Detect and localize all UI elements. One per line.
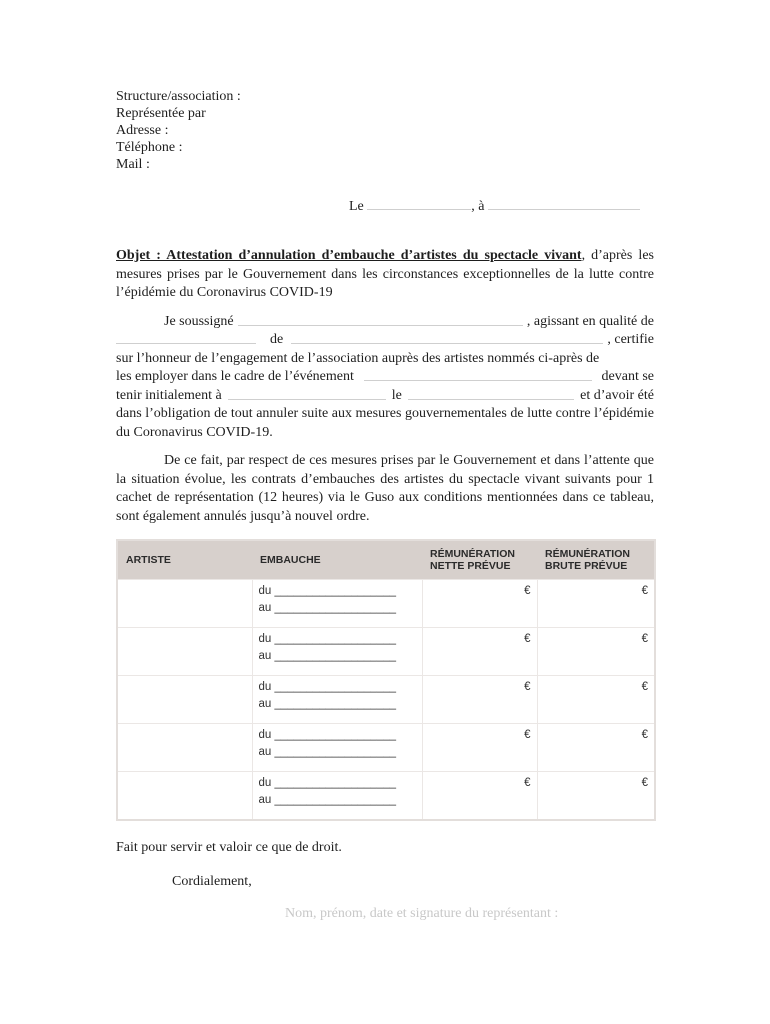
- gross-pay-cell[interactable]: €: [537, 676, 655, 724]
- phone-label: Téléphone :: [116, 140, 183, 155]
- undersigned-label: Je soussigné: [164, 313, 234, 329]
- from-date: du ___________________: [258, 633, 397, 645]
- to-date: au ___________________: [258, 650, 397, 662]
- artists-table: [116, 539, 656, 821]
- location-field[interactable]: [228, 387, 386, 400]
- date-field[interactable]: [367, 197, 471, 210]
- closing-sentence: Fait pour servir et valoir ce que de droit.: [116, 840, 342, 855]
- artist-cell[interactable]: [117, 628, 252, 676]
- document-page: [116, 88, 654, 923]
- event-label: les employer dans le cadre de l’événement: [116, 369, 354, 384]
- acting-as-label: , agissant en qualité de: [526, 313, 654, 329]
- hiring-cell[interactable]: [252, 772, 422, 821]
- on-date-label: le: [391, 387, 402, 403]
- net-pay-cell[interactable]: €: [422, 580, 537, 628]
- hiring-cell[interactable]: [252, 580, 422, 628]
- signature-prompt[interactable]: Nom, prénom, date et signature du représentant :: [285, 906, 559, 921]
- certify-label: , certifie: [607, 332, 654, 347]
- to-date: au ___________________: [258, 602, 397, 614]
- header-artist: ARTISTE: [117, 540, 252, 580]
- artist-cell[interactable]: [117, 772, 252, 821]
- of-label: de: [270, 332, 284, 347]
- table-row: [117, 676, 655, 724]
- table-row: [117, 580, 655, 628]
- table-row: [117, 772, 655, 821]
- quality-field[interactable]: [116, 331, 256, 344]
- to-date: au ___________________: [258, 698, 397, 710]
- object-title: Objet : Attestation d’annulation d’embauche d’artistes du spectacle vivant: [116, 248, 582, 263]
- to-date: au ___________________: [258, 746, 397, 758]
- event-field[interactable]: [364, 368, 592, 381]
- hiring-cell[interactable]: [252, 628, 422, 676]
- net-pay-cell[interactable]: €: [422, 628, 537, 676]
- net-pay-cell[interactable]: €: [422, 772, 537, 821]
- place-field[interactable]: [488, 197, 640, 210]
- from-date: du ___________________: [258, 729, 397, 741]
- hiring-cell[interactable]: [252, 676, 422, 724]
- from-date: du ___________________: [258, 585, 397, 597]
- table-row: [117, 628, 655, 676]
- from-date: du ___________________: [258, 777, 397, 789]
- location-label: tenir initialement à: [116, 387, 222, 403]
- artist-cell[interactable]: [117, 676, 252, 724]
- declaration-line-6: dans l’obligation de tout annuler suite aux mesures gouvernementales de lutte contre l’épidémie du Coronavirus COVID-19.: [116, 406, 654, 440]
- contracts-paragraph: De ce fait, par respect de ces mesures prises par le Gouvernement et dans l’attente que la situation évolue, les contrats d’embauches des artistes du spectacle vivant suivants pour 1 cachet de représentation (12 heures) via le Guso aux conditions mentionnées dans ce tableau, sont également annulés jusqu’à nouvel ordre.: [116, 453, 654, 524]
- table-header-row: [117, 540, 655, 580]
- to-date: au ___________________: [258, 794, 397, 806]
- net-pay-cell[interactable]: €: [422, 724, 537, 772]
- name-field[interactable]: [238, 313, 523, 326]
- artist-cell[interactable]: [117, 724, 252, 772]
- organization-field[interactable]: [291, 331, 603, 344]
- artist-cell[interactable]: [117, 580, 252, 628]
- hiring-cell[interactable]: [252, 724, 422, 772]
- structure-label: Structure/association :: [116, 89, 241, 104]
- table-row: [117, 724, 655, 772]
- mail-label: Mail :: [116, 157, 150, 172]
- gross-pay-cell[interactable]: €: [537, 724, 655, 772]
- represented-label: Représentée par: [116, 106, 206, 121]
- sender-block: [116, 88, 654, 173]
- header-net-pay: RÉMUNÉRATION NETTE PRÉVUE: [422, 540, 537, 580]
- object-paragraph: [116, 247, 654, 303]
- cancelled-label: et d’avoir été: [580, 387, 654, 403]
- address-label: Adresse :: [116, 123, 169, 138]
- net-pay-cell[interactable]: €: [422, 676, 537, 724]
- declaration-paragraph: [116, 313, 654, 443]
- date-label: Le: [349, 199, 364, 214]
- object-text: , d’après les mesures prises par le Gouvernement dans les circonstances exceptionnelles de la lutte contre l’épidémie du Coronavirus COVID-19: [116, 248, 654, 300]
- place-label: , à: [471, 199, 485, 214]
- date-place-line: [116, 197, 654, 216]
- event-date-field[interactable]: [408, 387, 574, 400]
- from-date: du ___________________: [258, 681, 397, 693]
- header-hiring: EMBAUCHE: [252, 540, 422, 580]
- gross-pay-cell[interactable]: €: [537, 628, 655, 676]
- salutation: Cordialement,: [172, 874, 252, 889]
- gross-pay-cell[interactable]: €: [537, 580, 655, 628]
- to-hold-label: devant se: [601, 369, 654, 384]
- header-gross-pay: RÉMUNÉRATION BRUTE PRÉVUE: [537, 540, 655, 580]
- declaration-line-3: sur l’honneur de l’engagement de l’association auprès des artistes nommés ci-après de: [116, 350, 600, 366]
- gross-pay-cell[interactable]: €: [537, 772, 655, 821]
